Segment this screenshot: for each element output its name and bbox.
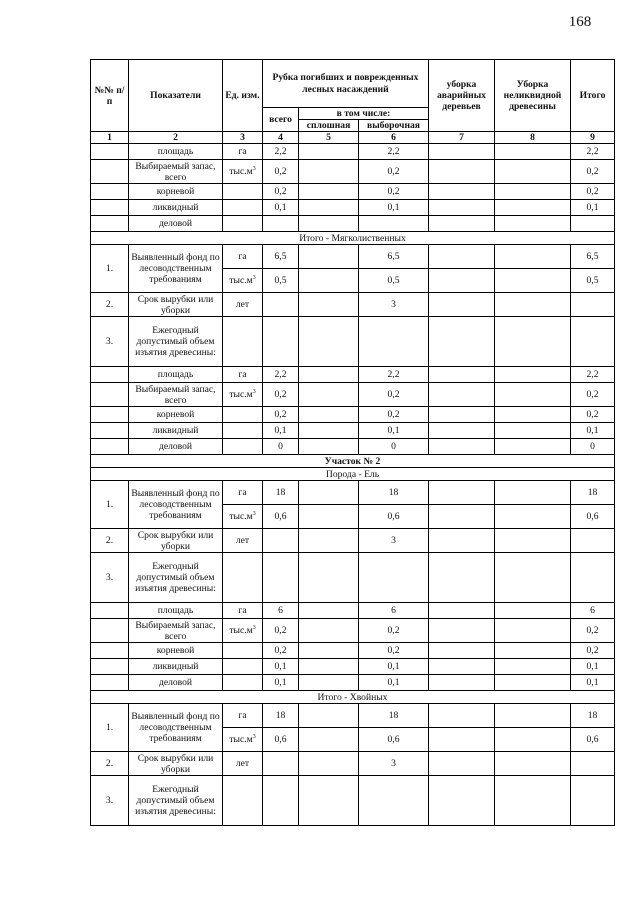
cell-unit: $тыс.м^3$ [223, 160, 263, 184]
cell-total-all: 0,2 [263, 160, 299, 184]
cell-unmarketable [495, 144, 571, 160]
cell-unit: $тыс.м^3$ [223, 728, 263, 752]
cell-unmarketable [495, 659, 571, 675]
cell-indicator: Выявленный фонд по лесоводственным требованиям [129, 704, 223, 752]
cell-num: 2. [91, 293, 129, 317]
cell-indicator: Выбираемый запас, всего [129, 160, 223, 184]
cell-total: 0,2 [571, 160, 615, 184]
table-row [91, 439, 615, 455]
table-row [91, 160, 615, 184]
cell-num [91, 383, 129, 407]
cell-total: 18 [571, 704, 615, 728]
header-selective: выборочная [359, 120, 429, 132]
cell-clear [299, 659, 359, 675]
cell-total: 0,2 [571, 407, 615, 423]
cell-emergency [429, 481, 495, 505]
cell-num: 2. [91, 752, 129, 776]
cell-clear [299, 245, 359, 269]
cell-total: 0,2 [571, 643, 615, 659]
cell-total-all [263, 293, 299, 317]
colnum: 9 [571, 132, 615, 144]
cell-unit: $тыс.м^3$ [223, 383, 263, 407]
cell-unmarketable [495, 481, 571, 505]
header-num: №№ п/п [91, 60, 129, 132]
table-row [91, 752, 615, 776]
cell-unmarketable [495, 603, 571, 619]
cell-indicator: Ежегодный допустимый объем изъятия древесины: [129, 317, 223, 367]
cell-clear [299, 553, 359, 603]
cell-clear [299, 776, 359, 826]
section-title: Участок № 2 [91, 455, 615, 468]
cell-unmarketable [495, 643, 571, 659]
cell-clear [299, 643, 359, 659]
cell-selective: 6,5 [359, 245, 429, 269]
cell-total: 0 [571, 439, 615, 455]
cell-total-all: 2,2 [263, 367, 299, 383]
cell-selective: 0,2 [359, 184, 429, 200]
cell-emergency [429, 643, 495, 659]
cell-num [91, 675, 129, 691]
colnum: 4 [263, 132, 299, 144]
cell-total: 0,6 [571, 505, 615, 529]
cell-total-all: 2,2 [263, 144, 299, 160]
colnum: 1 [91, 132, 129, 144]
cell-unit [223, 643, 263, 659]
colnum: 3 [223, 132, 263, 144]
cell-total: 6,5 [571, 245, 615, 269]
cell-total: 6 [571, 603, 615, 619]
cell-unmarketable [495, 293, 571, 317]
cell-selective: 0,2 [359, 619, 429, 643]
table-row [91, 383, 615, 407]
cell-total: 2,2 [571, 144, 615, 160]
cell-unmarketable [495, 423, 571, 439]
cell-total-all: 0,6 [263, 505, 299, 529]
cell-indicator: Срок вырубки или уборки [129, 293, 223, 317]
cell-clear [299, 728, 359, 752]
cell-selective: 0,2 [359, 383, 429, 407]
cell-unit [223, 317, 263, 367]
cell-total-all [263, 776, 299, 826]
cell-unit: га [223, 144, 263, 160]
cell-unit: лет [223, 293, 263, 317]
cell-total-all: 0,2 [263, 407, 299, 423]
cell-emergency [429, 144, 495, 160]
cell-emergency [429, 317, 495, 367]
table-row [91, 481, 615, 505]
section-row [91, 468, 615, 481]
table-header [91, 60, 615, 144]
cell-unmarketable [495, 675, 571, 691]
cell-total: 0,5 [571, 269, 615, 293]
cell-emergency [429, 160, 495, 184]
section-title: Порода - Ель [91, 468, 615, 481]
cell-unit [223, 776, 263, 826]
cell-unit [223, 675, 263, 691]
cell-unit: лет [223, 529, 263, 553]
column-numbers-row [91, 132, 615, 144]
cell-emergency [429, 293, 495, 317]
cell-total: 18 [571, 481, 615, 505]
cell-indicator: площадь [129, 144, 223, 160]
cell-indicator: Ежегодный допустимый объем изъятия древесины: [129, 776, 223, 826]
cell-indicator: Выбираемый запас, всего [129, 383, 223, 407]
table-row [91, 659, 615, 675]
cell-clear [299, 675, 359, 691]
cell-unit: $тыс.м^3$ [223, 269, 263, 293]
cell-num [91, 659, 129, 675]
cell-unit: га [223, 367, 263, 383]
cell-total-all: 0,5 [263, 269, 299, 293]
cell-unmarketable [495, 269, 571, 293]
header-unmarketable: Уборка неликвидной древесины [495, 60, 571, 132]
cell-clear [299, 184, 359, 200]
cell-unmarketable [495, 160, 571, 184]
cell-clear [299, 160, 359, 184]
cell-indicator: Выявленный фонд по лесоводственным требованиям [129, 481, 223, 529]
cell-total-all: 0,2 [263, 184, 299, 200]
cell-unmarketable [495, 776, 571, 826]
table-row [91, 184, 615, 200]
table-row [91, 144, 615, 160]
cell-unit [223, 200, 263, 216]
cell-num: 1. [91, 245, 129, 293]
cell-unmarketable [495, 200, 571, 216]
table-row [91, 603, 615, 619]
cell-unmarketable [495, 184, 571, 200]
cell-indicator: деловой [129, 675, 223, 691]
cell-total-all [263, 317, 299, 367]
cell-clear [299, 529, 359, 553]
cell-emergency [429, 200, 495, 216]
cell-indicator: корневой [129, 643, 223, 659]
cell-emergency [429, 728, 495, 752]
header-clear: сплошная [299, 120, 359, 132]
cell-emergency [429, 216, 495, 232]
cell-clear [299, 752, 359, 776]
cell-indicator: ликвидный [129, 659, 223, 675]
section-row [91, 455, 615, 468]
section-row [91, 232, 615, 245]
cell-unit: $тыс.м^3$ [223, 619, 263, 643]
cell-total-all: 0,1 [263, 675, 299, 691]
cell-emergency [429, 423, 495, 439]
cell-emergency [429, 603, 495, 619]
cell-selective: 0,1 [359, 200, 429, 216]
cell-total-all: 0,1 [263, 200, 299, 216]
colnum: 8 [495, 132, 571, 144]
colnum: 7 [429, 132, 495, 144]
cell-unit [223, 439, 263, 455]
cell-clear [299, 619, 359, 643]
cell-clear [299, 704, 359, 728]
cell-total: 0,2 [571, 383, 615, 407]
cell-indicator: Срок вырубки или уборки [129, 752, 223, 776]
cell-clear [299, 383, 359, 407]
cell-unmarketable [495, 752, 571, 776]
cell-selective: 3 [359, 529, 429, 553]
cell-total-all: 6 [263, 603, 299, 619]
cell-unmarketable [495, 728, 571, 752]
cell-indicator: Срок вырубки или уборки [129, 529, 223, 553]
cell-total [571, 529, 615, 553]
cell-total-all [263, 752, 299, 776]
cell-total: 2,2 [571, 367, 615, 383]
table-row [91, 245, 615, 269]
forest-felling-table [90, 59, 615, 826]
cell-num: 1. [91, 704, 129, 752]
cell-clear [299, 216, 359, 232]
colnum: 2 [129, 132, 223, 144]
cell-num [91, 603, 129, 619]
cell-unit: га [223, 245, 263, 269]
cell-total-all: 0,2 [263, 383, 299, 407]
cell-indicator: корневой [129, 407, 223, 423]
table-row [91, 200, 615, 216]
section-title: Итого - Хвойных [91, 691, 615, 704]
cell-total-all [263, 553, 299, 603]
cell-emergency [429, 529, 495, 553]
cell-unmarketable [495, 383, 571, 407]
cell-total: 0,1 [571, 675, 615, 691]
cell-clear [299, 603, 359, 619]
cell-total: 0,2 [571, 184, 615, 200]
table-row [91, 529, 615, 553]
cell-emergency [429, 439, 495, 455]
cell-selective: 18 [359, 704, 429, 728]
cell-num [91, 216, 129, 232]
header-unit: Ед. изм. [223, 60, 263, 132]
cell-selective: 0,5 [359, 269, 429, 293]
cell-clear [299, 293, 359, 317]
cell-selective: 3 [359, 752, 429, 776]
cell-emergency [429, 553, 495, 603]
cell-total-all: 0,1 [263, 659, 299, 675]
header-felling: Рубка погибших и поврежденных лесных насаждений [263, 60, 429, 108]
cell-selective: 0,2 [359, 643, 429, 659]
cell-indicator: Выявленный фонд по лесоводственным требованиям [129, 245, 223, 293]
cell-indicator: корневой [129, 184, 223, 200]
table-row [91, 675, 615, 691]
cell-emergency [429, 752, 495, 776]
cell-total-all: 0 [263, 439, 299, 455]
cell-num [91, 367, 129, 383]
cell-selective: 3 [359, 293, 429, 317]
cell-selective: 0,2 [359, 160, 429, 184]
cell-indicator: Ежегодный допустимый объем изъятия древесины: [129, 553, 223, 603]
cell-total-all: 6,5 [263, 245, 299, 269]
header-total: Итого [571, 60, 615, 132]
cell-total: 0,1 [571, 423, 615, 439]
cell-total [571, 293, 615, 317]
cell-unmarketable [495, 529, 571, 553]
cell-emergency [429, 659, 495, 675]
cell-total [571, 553, 615, 603]
table-row [91, 367, 615, 383]
table-row [91, 704, 615, 728]
cell-num [91, 200, 129, 216]
cell-total [571, 752, 615, 776]
cell-num [91, 184, 129, 200]
cell-total [571, 216, 615, 232]
cell-num [91, 423, 129, 439]
cell-total: 0,1 [571, 659, 615, 675]
cell-indicator: площадь [129, 367, 223, 383]
cell-indicator: деловой [129, 439, 223, 455]
cell-total [571, 776, 615, 826]
cell-num: 3. [91, 317, 129, 367]
table-row [91, 423, 615, 439]
cell-num: 3. [91, 553, 129, 603]
cell-unmarketable [495, 216, 571, 232]
cell-selective [359, 317, 429, 367]
cell-clear [299, 269, 359, 293]
cell-emergency [429, 505, 495, 529]
cell-clear [299, 481, 359, 505]
cell-clear [299, 407, 359, 423]
cell-num: 1. [91, 481, 129, 529]
cell-selective: 0,1 [359, 423, 429, 439]
cell-emergency [429, 407, 495, 423]
cell-unmarketable [495, 439, 571, 455]
cell-total-all: 0,2 [263, 643, 299, 659]
cell-total-all: 0,2 [263, 619, 299, 643]
cell-clear [299, 200, 359, 216]
cell-selective: 6 [359, 603, 429, 619]
cell-clear [299, 367, 359, 383]
cell-unmarketable [495, 619, 571, 643]
cell-total-all: 18 [263, 704, 299, 728]
cell-emergency [429, 184, 495, 200]
cell-unmarketable [495, 407, 571, 423]
cell-unit [223, 216, 263, 232]
cell-emergency [429, 619, 495, 643]
cell-selective [359, 776, 429, 826]
header-total-all: всего [263, 108, 299, 132]
cell-selective: 0,1 [359, 659, 429, 675]
cell-num: 2. [91, 529, 129, 553]
cell-total-all [263, 216, 299, 232]
cell-unit: $тыс.м^3$ [223, 505, 263, 529]
cell-total-all [263, 529, 299, 553]
colnum: 5 [299, 132, 359, 144]
cell-selective: 0,1 [359, 675, 429, 691]
section-row [91, 691, 615, 704]
cell-unmarketable [495, 553, 571, 603]
colnum: 6 [359, 132, 429, 144]
cell-selective: 0,6 [359, 505, 429, 529]
cell-indicator: ликвидный [129, 200, 223, 216]
table-row [91, 317, 615, 367]
cell-clear [299, 439, 359, 455]
cell-unmarketable [495, 367, 571, 383]
header-indicators: Показатели [129, 60, 223, 132]
cell-unmarketable [495, 317, 571, 367]
cell-clear [299, 505, 359, 529]
cell-clear [299, 317, 359, 367]
cell-selective: 18 [359, 481, 429, 505]
table-row [91, 553, 615, 603]
table-row [91, 293, 615, 317]
cell-unit: га [223, 481, 263, 505]
cell-clear [299, 144, 359, 160]
cell-unmarketable [495, 704, 571, 728]
cell-total: 0,1 [571, 200, 615, 216]
cell-num [91, 144, 129, 160]
cell-num [91, 643, 129, 659]
cell-emergency [429, 675, 495, 691]
cell-indicator: площадь [129, 603, 223, 619]
cell-selective: 0,2 [359, 407, 429, 423]
cell-num: 3. [91, 776, 129, 826]
cell-selective: 2,2 [359, 367, 429, 383]
cell-unmarketable [495, 505, 571, 529]
cell-total-all: 0,6 [263, 728, 299, 752]
section-title: Итого - Мягколиственных [91, 232, 615, 245]
cell-selective [359, 216, 429, 232]
page-number: 168 [568, 14, 592, 30]
cell-emergency [429, 383, 495, 407]
table-row [91, 643, 615, 659]
cell-selective: 0,6 [359, 728, 429, 752]
cell-unit [223, 407, 263, 423]
table-row [91, 619, 615, 643]
cell-emergency [429, 245, 495, 269]
cell-indicator: деловой [129, 216, 223, 232]
cell-unit: лет [223, 752, 263, 776]
table-body [91, 144, 615, 826]
cell-clear [299, 423, 359, 439]
cell-emergency [429, 269, 495, 293]
cell-selective [359, 553, 429, 603]
cell-unit [223, 659, 263, 675]
cell-unit: га [223, 603, 263, 619]
cell-unmarketable [495, 245, 571, 269]
cell-emergency [429, 367, 495, 383]
cell-unit: га [223, 704, 263, 728]
cell-unit [223, 553, 263, 603]
cell-num [91, 160, 129, 184]
header-emergency: уборка аварийных деревьев [429, 60, 495, 132]
cell-total-all: 0,1 [263, 423, 299, 439]
cell-selective: 0 [359, 439, 429, 455]
cell-indicator: Выбираемый запас, всего [129, 619, 223, 643]
cell-selective: 2,2 [359, 144, 429, 160]
cell-num [91, 407, 129, 423]
header-incl: в том числе: [299, 108, 429, 120]
cell-num [91, 439, 129, 455]
cell-total-all: 18 [263, 481, 299, 505]
cell-indicator: ликвидный [129, 423, 223, 439]
table-row [91, 407, 615, 423]
table-row [91, 776, 615, 826]
cell-emergency [429, 704, 495, 728]
cell-unit [223, 423, 263, 439]
cell-total [571, 317, 615, 367]
cell-num [91, 619, 129, 643]
table-row [91, 216, 615, 232]
cell-total: 0,6 [571, 728, 615, 752]
cell-emergency [429, 776, 495, 826]
cell-unit [223, 184, 263, 200]
cell-total: 0,2 [571, 619, 615, 643]
